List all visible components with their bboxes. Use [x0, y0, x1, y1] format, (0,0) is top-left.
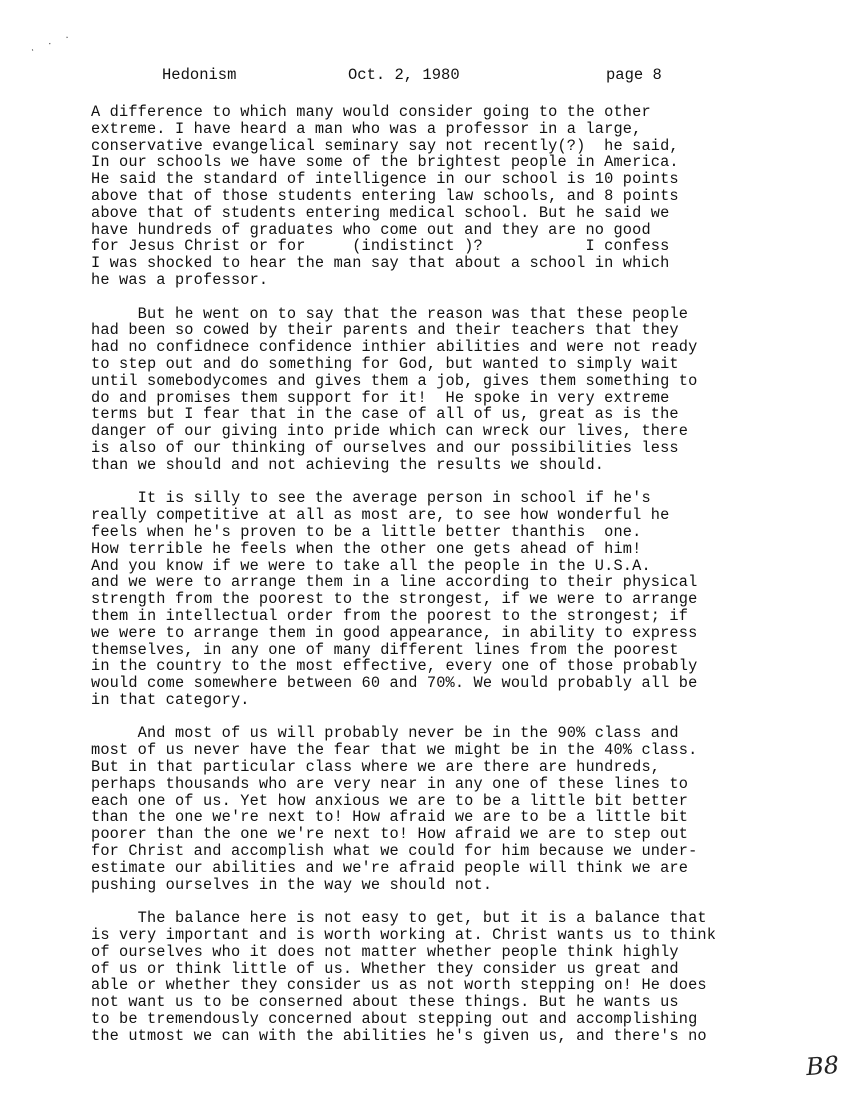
- text-line: most of us never have the fear that we might be in the 40% class.: [91, 741, 698, 760]
- stray-marks: · · ·: [29, 30, 77, 57]
- paragraph: [91, 910, 791, 1044]
- text-line: How terrible he feels when the other one gets ahead of him!: [91, 539, 642, 558]
- paragraph: [91, 104, 791, 289]
- text-line: I was shocked to hear the man say that about a school in which: [91, 254, 670, 273]
- page-header: [0, 66, 853, 88]
- text-line: In our schools we have some of the brightest people in America.: [91, 153, 679, 172]
- text-line: really competitive at all as most are, to see how wonderful he: [91, 506, 670, 525]
- text-line: is very important and is worth working at. Christ wants us to think: [91, 926, 717, 945]
- text-line: And you know if we were to take all the people in the U.S.A.: [91, 556, 651, 575]
- text-line: to step out and do something for God, but wanted to simply wait: [91, 354, 679, 373]
- handwritten-folio: B8: [805, 1050, 840, 1082]
- paragraph: [91, 725, 791, 893]
- text-line: of us or think little of us. Whether they consider us great and: [91, 959, 679, 978]
- text-line: themselves, in any one of many different lines from the poorest: [91, 640, 679, 659]
- text-line: But he went on to say that the reason was that these people: [91, 304, 689, 323]
- text-line: and we were to arrange them in a line according to their physical: [91, 573, 698, 592]
- text-line: poorer than the one we're next to! How afraid we are to step out: [91, 825, 689, 844]
- text-line: is also of our thinking of ourselves and our possibilities less: [91, 438, 679, 457]
- text-line: conservative evangelical seminary say not recently(?) he said,: [91, 136, 679, 155]
- paragraph: [91, 306, 791, 474]
- header-title: Hedonism: [162, 66, 237, 84]
- text-line: for Jesus Christ or for (indistinct )? I confess: [91, 237, 670, 256]
- text-line: in the country to the most effective, every one of those probably: [91, 657, 698, 676]
- paragraph: [91, 490, 791, 708]
- document-body: [91, 104, 791, 1061]
- text-line: But in that particular class where we are there are hundreds,: [91, 758, 661, 777]
- text-line: had no confidnece confidence inthier abilities and were not ready: [91, 338, 698, 357]
- text-line: than the one we're next to! How afraid we are to be a little bit: [91, 808, 689, 827]
- text-line: It is silly to see the average person in school if he's: [91, 489, 651, 508]
- text-line: had been so cowed by their parents and their teachers that they: [91, 321, 679, 340]
- text-line: of ourselves who it does not matter whether people think highly: [91, 942, 679, 961]
- text-line: than we should and not achieving the results we should.: [91, 455, 605, 474]
- text-line: The balance here is not easy to get, but it is a balance that: [91, 909, 707, 928]
- text-line: danger of our giving into pride which can wreck our lives, there: [91, 422, 689, 441]
- text-line: And most of us will probably never be in the 90% class and: [91, 724, 679, 743]
- header-date: Oct. 2, 1980: [348, 66, 460, 84]
- text-line: able or whether they consider us as not worth stepping on! He does: [91, 976, 707, 995]
- text-line: for Christ and accomplish what we could for him because we under-: [91, 842, 698, 861]
- text-line: terms but I fear that in the case of all of us, great as is the: [91, 405, 679, 424]
- text-line: A difference to which many would consider going to the other: [91, 103, 651, 121]
- text-line: the utmost we can with the abilities he's given us, and there's no: [91, 1026, 707, 1045]
- text-line: extreme. I have heard a man who was a professor in a large,: [91, 119, 642, 138]
- text-line: he was a professor.: [91, 270, 269, 289]
- text-line: we were to arrange them in good appearance, in ability to express: [91, 623, 698, 642]
- text-line: them in intellectual order from the poorest to the strongest; if: [91, 606, 689, 625]
- text-line: estimate our abilities and we're afraid people will think we are: [91, 858, 689, 877]
- text-line: perhaps thousands who are very near in any one of these lines to: [91, 774, 689, 793]
- text-line: in that category.: [91, 690, 250, 709]
- text-line: each one of us. Yet how anxious we are to be a little bit better: [91, 791, 689, 810]
- text-line: do and promises them support for it! He spoke in very extreme: [91, 388, 670, 407]
- text-line: to be tremendously concerned about stepping out and accomplishing: [91, 1010, 698, 1029]
- text-line: He said the standard of intelligence in our school is 10 points: [91, 170, 679, 189]
- text-line: until somebodycomes and gives them a job, gives them something to: [91, 371, 698, 390]
- text-line: would come somewhere between 60 and 70%. We would probably all be: [91, 674, 698, 693]
- text-line: pushing ourselves in the way we should not.: [91, 875, 493, 894]
- text-line: above that of students entering medical school. But he said we: [91, 203, 670, 222]
- text-line: feels when he's proven to be a little better thanthis one.: [91, 522, 642, 541]
- header-page-number: page 8: [606, 66, 662, 84]
- text-line: strength from the poorest to the strongest, if we were to arrange: [91, 590, 698, 609]
- text-line: above that of those students entering law schools, and 8 points: [91, 186, 679, 205]
- text-line: not want us to be conserned about these things. But he wants us: [91, 993, 679, 1012]
- text-line: have hundreds of graduates who come out and they are no good: [91, 220, 651, 239]
